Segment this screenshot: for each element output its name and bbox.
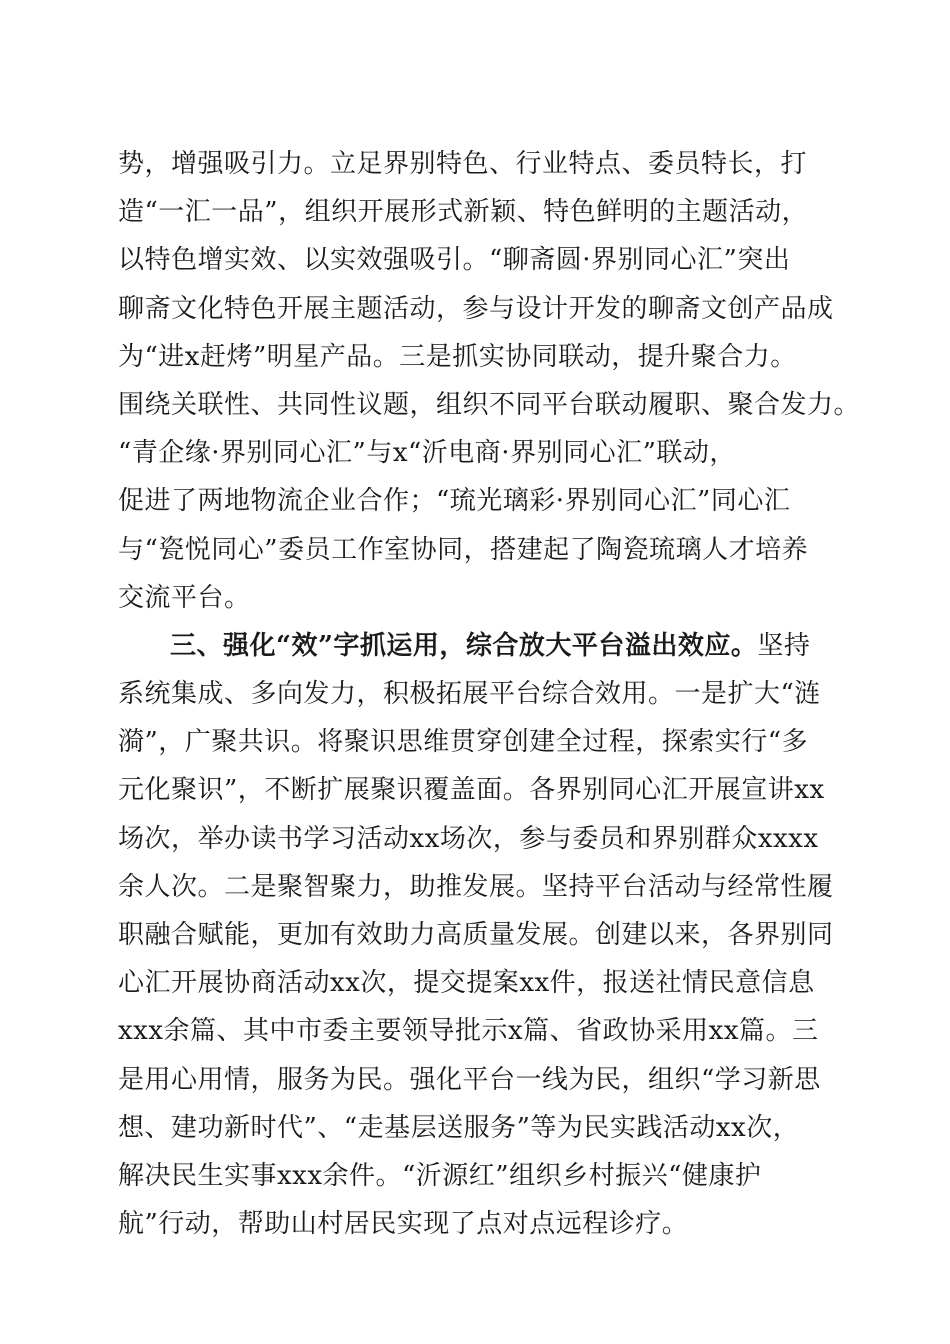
text-line: 职融合赋能，更加有效助力高质量发展。创建以来，各界别同 [118, 920, 834, 950]
text-line: 造“一汇一品”，组织开展形式新颖、特色鲜明的主题活动， [118, 197, 809, 228]
section-heading: 三、强化“效”字抓运用，综合放大平台溢出效应。 [170, 630, 758, 661]
text-line: 是用心用情，服务为民。强化平台一线为民，组织“学习新思 [118, 1064, 821, 1095]
text-line: 促进了两地物流企业合作；“琉光璃彩·界别同心汇”同心汇 [118, 486, 791, 517]
text-line: 交流平台。 [118, 582, 251, 613]
text-line: 以特色增实效、以实效强吸引。“聊斋圆·界别同心汇”突出 [118, 245, 791, 276]
paragraph-continuation [118, 140, 861, 622]
text-line: 航”行动，帮助山村居民实现了点对点远程诊疗。 [118, 1209, 689, 1240]
text-line: 场次，举办读书学习活动xx场次，参与委员和界别群众xxxx [118, 823, 819, 854]
text-line: 与“瓷悦同心”委员工作室协同，搭建起了陶瓷琉璃人才培养 [118, 534, 809, 565]
text-line: 心汇开展协商活动xx次，提交提案xx件，报送社情民意信息 [118, 968, 815, 999]
text-line: xxx余篇、其中市委主要领导批示x篇、省政协采用xx篇。三 [118, 1016, 819, 1047]
text-line: “青企缘·界别同心汇”与x“沂电商·界别同心汇”联动， [118, 438, 736, 469]
text-line: 想、建功新时代”、“走基层送服务”等为民实践活动xx次， [118, 1112, 800, 1143]
text-line: 为“进x赶烤”明星产品。三是抓实协同联动，提升聚合力。 [118, 341, 797, 372]
text-line: 聊斋文化特色开展主题活动，参与设计开发的聊斋文创产品成 [118, 293, 834, 324]
text-line: 余人次。二是聚智聚力，助推发展。坚持平台活动与经常性履 [118, 871, 834, 902]
section-three-paragraph [118, 622, 838, 1248]
document-page [118, 140, 861, 1248]
section-heading-line [118, 622, 838, 670]
text-line: 围绕关联性、共同性议题，组织不同平台联动履职、聚合发力。 [118, 389, 861, 420]
text-line: 解决民生实事xxx余件。“沂源红”组织乡村振兴“健康护 [118, 1160, 762, 1191]
text-line: 势，增强吸引力。立足界别特色、行业特点、委员特长，打 [118, 149, 808, 179]
heading-line-rest: 坚持 [757, 630, 811, 661]
text-line: 漪”，广聚共识。将聚识思维贯穿创建全过程，探索实行“多 [118, 727, 809, 758]
text-line: 系统集成、多向发力，积极拓展平台综合效用。一是扩大“涟 [118, 679, 821, 710]
text-line: 元化聚识”，不断扩展聚识覆盖面。各界别同心汇开展宣讲xx [118, 775, 825, 806]
